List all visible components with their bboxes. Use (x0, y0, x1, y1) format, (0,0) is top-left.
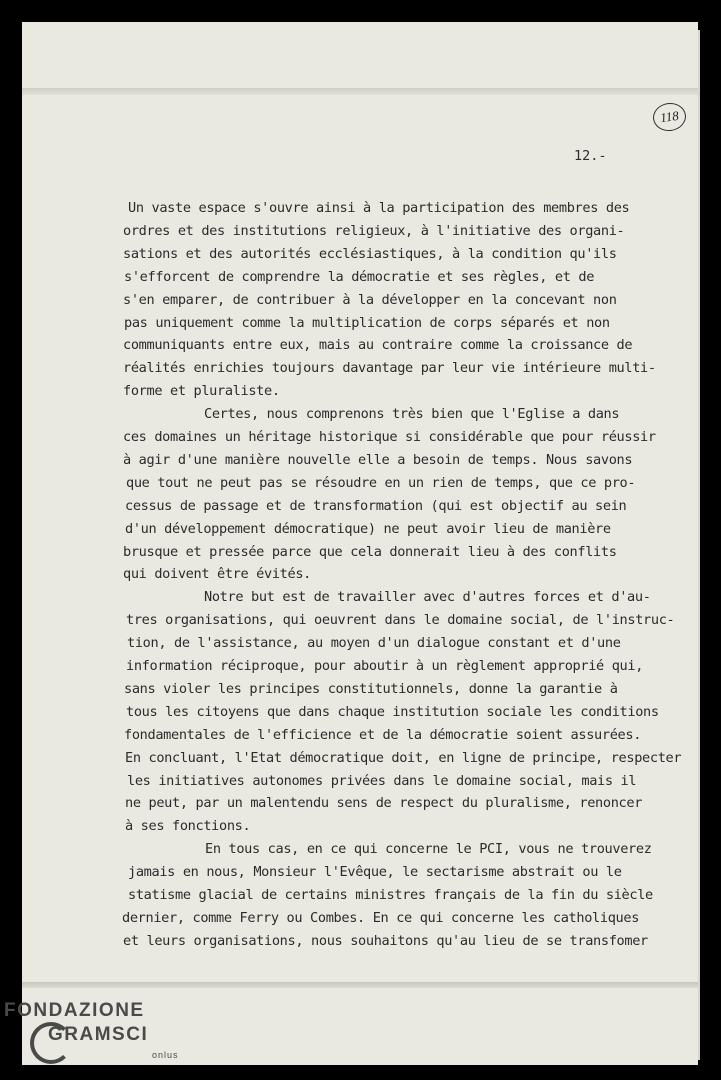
text-line: brusque et pressée parce que cela donnerait lieu à des conflits (123, 543, 617, 560)
text-line: cessus de passage et de transformation (qui est objectif au sein (125, 497, 627, 514)
watermark-suffix: onlus (152, 1050, 179, 1060)
text-line: ne peut, par un malentendu sens de respect du pluralisme, renoncer (125, 795, 643, 812)
text-line: En tous cas, en ce qui concerne le PCI, vous ne trouverez (205, 841, 652, 858)
text-line: réalités enrichies toujours davantage par leur vie intérieure multi- (123, 360, 656, 377)
text-line: statisme glacial de certains ministres français de la fin du siècle (128, 887, 653, 903)
text-line: tion, de l'assistance, au moyen d'un dialogue constant et d'une (127, 635, 621, 652)
text-line: ces domaines un héritage historique si considérable que pour réussir (123, 429, 656, 445)
text-line: qui doivent être évités. (123, 566, 312, 583)
text-line: ordres et des institutions religieux, à l'initiative des organi- (123, 222, 625, 239)
text-line: Certes, nous comprenons très bien que l'Eglise a dans (204, 406, 620, 423)
text-line: Un vaste espace s'ouvre ainsi à la participation des membres des (128, 200, 630, 216)
text-line: sans violer les principes constitutionnels, donne la garantie à (124, 680, 618, 697)
text-line: et leurs organisations, nous souhaitons qu'au lieu de se transfomer (123, 932, 648, 949)
text-line: communiquants entre eux, mais au contraire comme la croissance de (123, 337, 633, 354)
text-line: Notre but est de travailler avec d'autres forces et d'au- (204, 589, 651, 606)
text-line: pas uniquement comme la multiplication de corps séparés et non (124, 314, 610, 331)
text-line: En concluant, l'Etat démocratique doit, en ligne de principe, respecter (125, 749, 682, 766)
watermark-line1: FONDAZIONE (4, 1000, 145, 1021)
text-line: tres organisations, qui oeuvrent dans le domaine social, de l'instruc- (126, 612, 675, 629)
text-line: tous les citoyens que dans chaque institution sociale les conditions (126, 703, 659, 720)
text-line: d'un développement démocratique) ne peut avoir lieu de manière (125, 520, 611, 537)
text-line: fondamentales de l'efficience et de la démocratie soient assurées. (124, 726, 642, 743)
text-line: dernier, comme Ferry ou Combes. En ce qui concerne les catholiques (122, 909, 640, 926)
text-line: que tout ne peut pas se résoudre en un rien de temps, que ce pro- (126, 474, 636, 491)
text-line: forme et pluraliste. (123, 383, 280, 400)
text-line: s'efforcent de comprendre la démocratie et ses règles, et de (124, 268, 595, 285)
page-number: 12.- (574, 148, 607, 164)
text-line: jamais en nous, Monsieur l'Evêque, le sectarisme abstrait ou le (128, 864, 622, 881)
watermark-line2: GRAMSCI (48, 1024, 149, 1045)
text-line: sations et des autorités ecclésiastiques, à la condition qu'ils (123, 245, 617, 262)
text-line: information réciproque, pour aboutir à un règlement approprié qui, (126, 658, 644, 674)
text-line: s'en emparer, de contribuer à la développer en la concevant non (123, 291, 617, 308)
text-line: à ses fonctions. (125, 818, 251, 835)
archive-page-stamp: 118 (651, 101, 688, 133)
text-line: à agir d'une manière nouvelle elle a besoin de temps. Nous savons (123, 451, 633, 468)
text-line: les initiatives autonomes privées dans le domaine social, mais il (127, 772, 637, 789)
